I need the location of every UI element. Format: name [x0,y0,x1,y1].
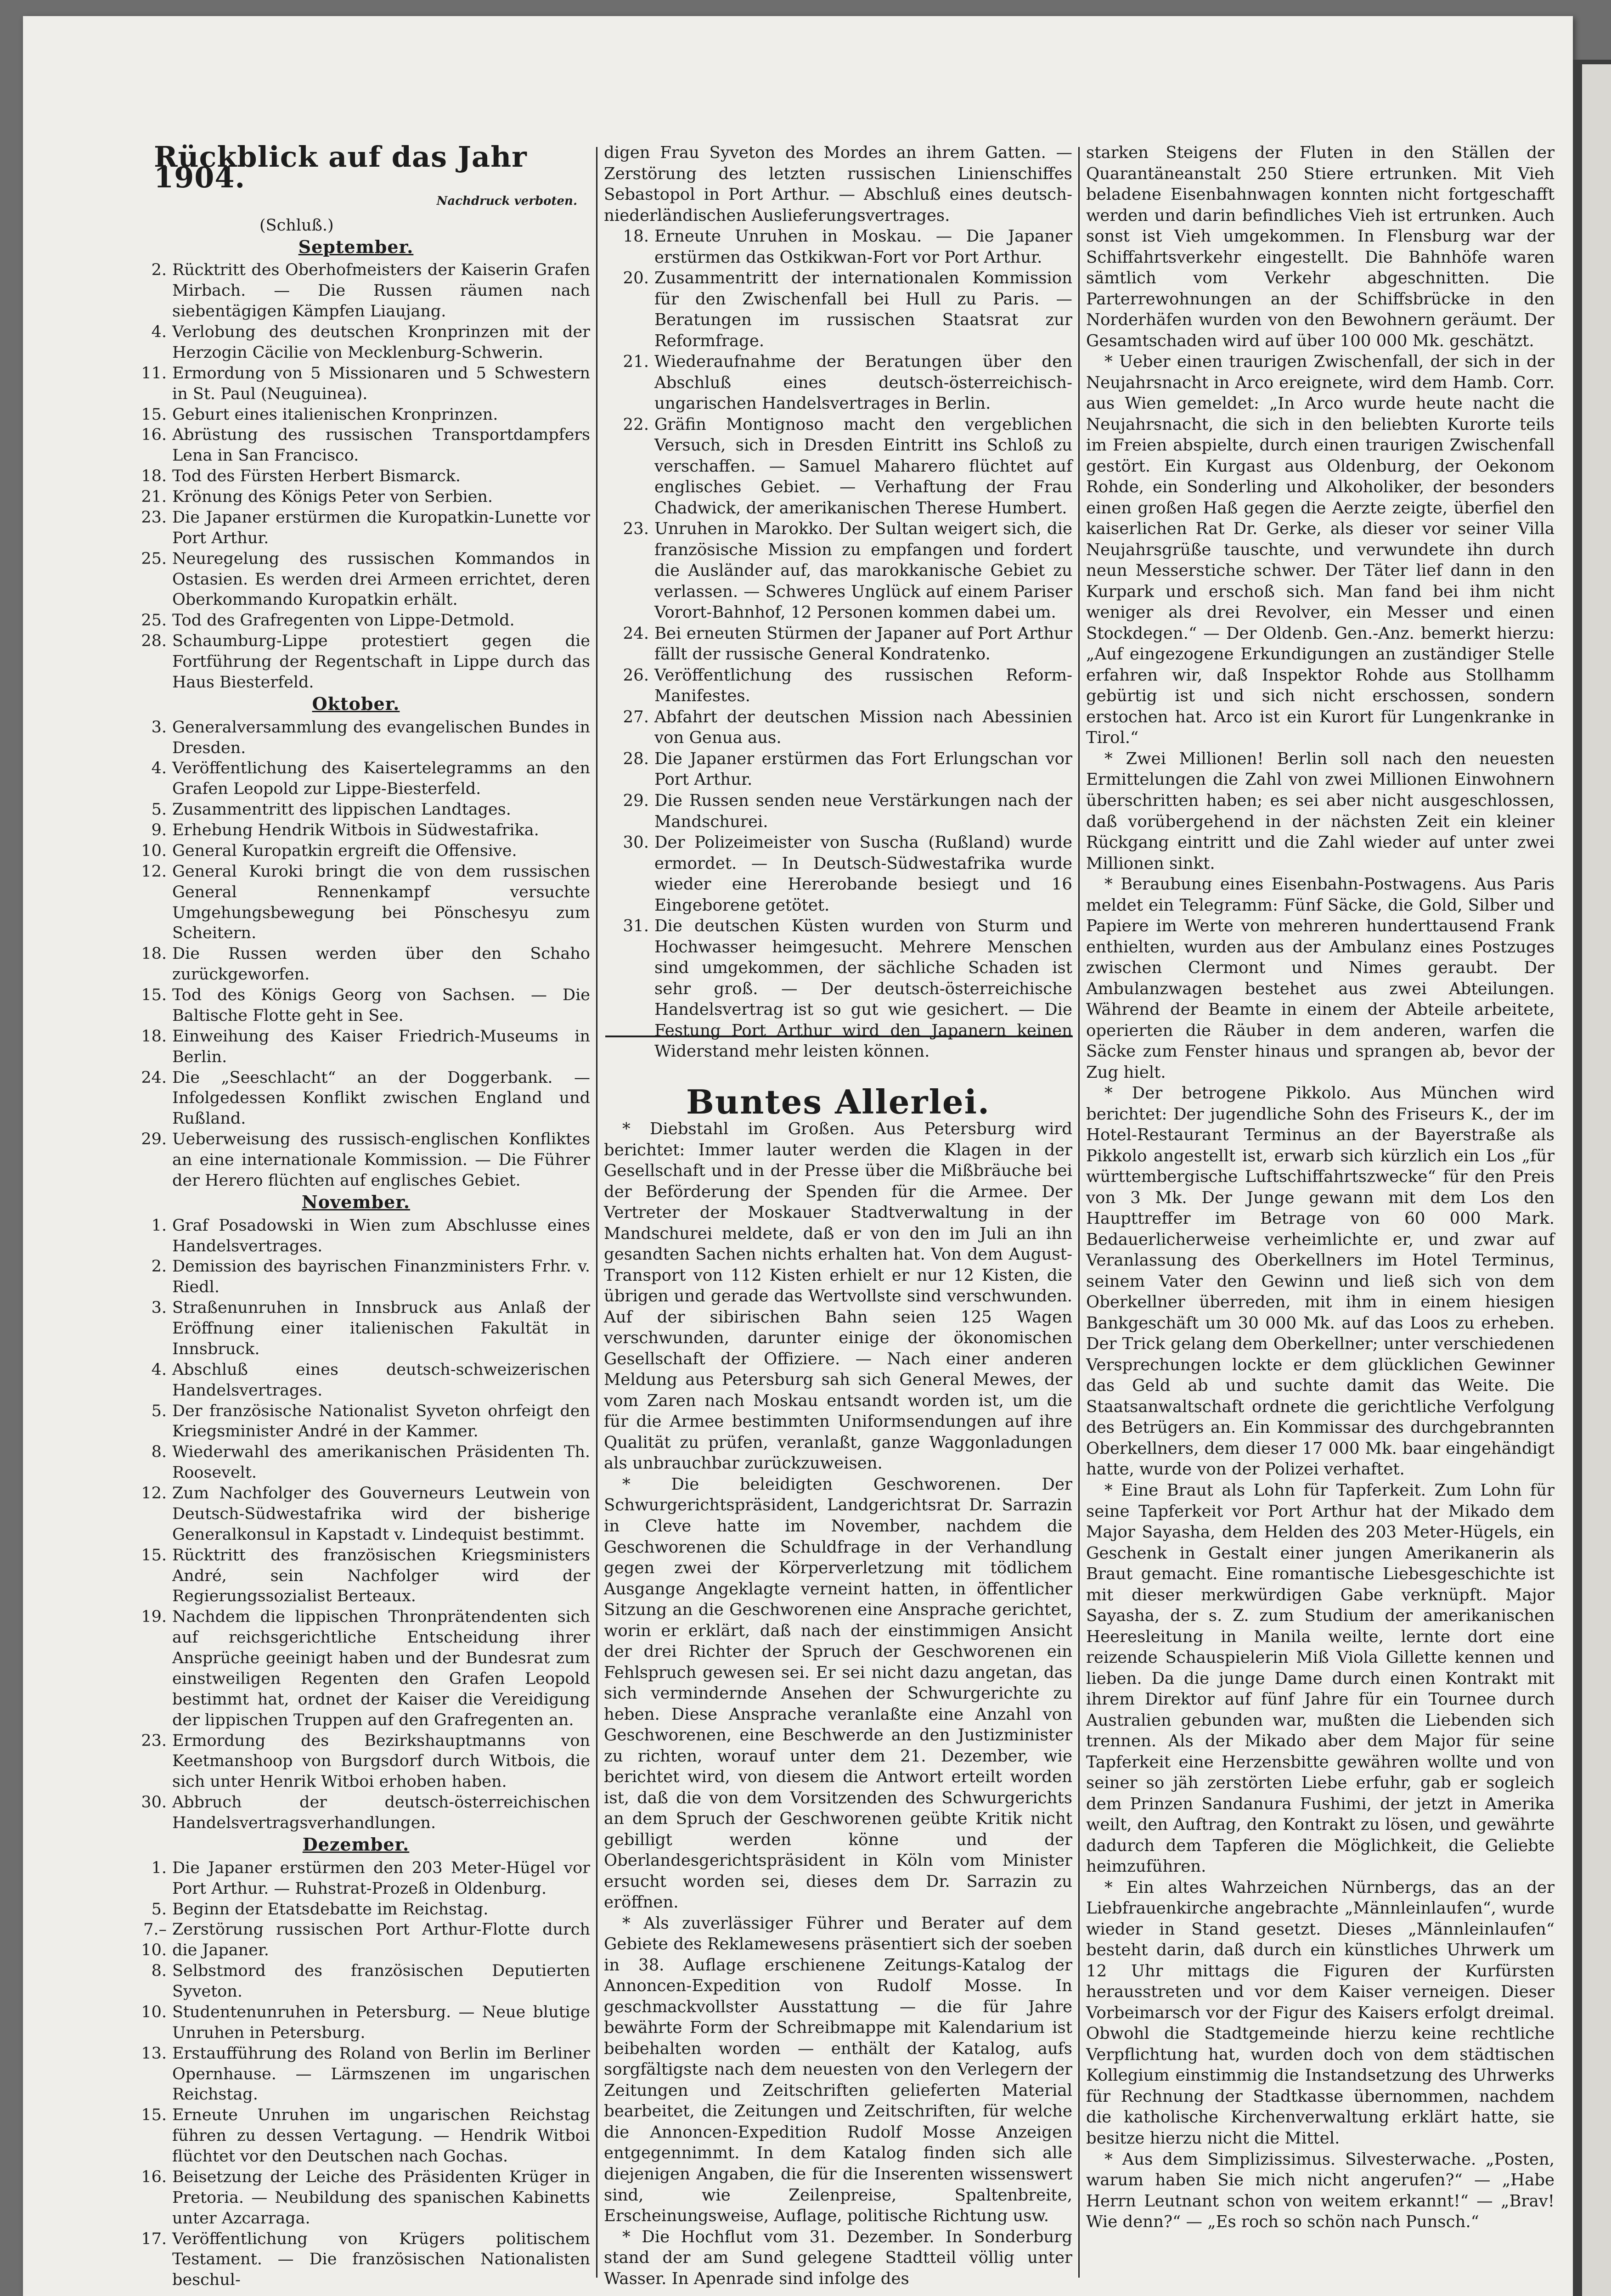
entry-text: Straßenunruhen in Innsbruck aus Anlaß der Eröffnung einer italienischen Fakultät in Innsbruck. [172,1299,590,1358]
entry-date: 10. [141,2003,167,2021]
chronicle-entry [122,2043,590,2105]
entry-date: 1. [151,1858,167,1877]
section-heading-buntes-allerlei: Buntes Allerlei. [686,1082,991,1121]
entry-date: 24. [141,1068,167,1087]
news-item: * Beraubung eines Eisenbahn-Postwagens. Aus Paris meldet ein Telegramm: Fünf Säcke, die Gold, Silber und Papiere im Werte von mehreren hunderttausend Frank enthielten, wurden aus der Ambulanz eines Postzuges zwischen Clermont und Nimes geraubt. Der Ambulanzwagen bestehet aus zwei Abteilungen. Während der Beamte in einem der Abteile arbeitete, operierten die Räuber in dem anderen, warfen die Säcke zum Fenster hinaus und sprangen ab, bevor der Zug hielt. [1086,875,1555,1082]
chronicle-entry [122,1792,590,1834]
chronicle-sections [122,237,590,2291]
entry-date: 1. [151,1216,167,1235]
chronicle-entry [604,748,1072,790]
entry-date: 30. [623,833,649,852]
chronicle-entry [122,1360,590,1401]
chronicle-continuation: digen Frau Syveton des Mordes an ihrem Gatten. — Zerstörung des letzten russischen Linienschiffes Sebastopol in Port Arthur. — Abschluß eines deutsch-niederländischen Auslieferungsvertrages. [604,143,1072,225]
chronicle-entry [122,944,590,985]
chronicle-entry [122,2229,590,2291]
entry-date: 2. [151,1257,167,1276]
chronicle-entry [122,322,590,363]
entry-date: 15. [141,405,167,424]
entry-text: Graf Posadowski in Wien zum Abschlusse eines Handelsvertrages. [172,1216,590,1255]
month-heading: September. [298,236,414,257]
column-middle [604,142,1072,2289]
news-item: * Als zuverlässiger Führer und Berater auf dem Gebiete des Reklamewesens präsentiert sich der soeben in 38. Auflage erschienene Zeitungs-Katalog der Annoncen-Expedition von Rudolf Mosse. In geschmackvollster Ausstattung — die für Jahre bewährte Form der Schreibmappe mit Kalendarium ist beibehalten worden — enthält der Katalog, aufs sorgfältigste nach dem neuesten von den Verlegern der Zeitungen und Zeitschriften gelieferten Material bearbeitet, die Zeitungen und Zeitschriften, für welche die Annoncen-Expedition Rudolf Mosse Anzeigen entgegennimmt. In dem Katalog finden sich alle diejenigen Angaben, die für die Inserenten wissenswert sind, wie Zeilenpreise, Spaltenbreite, Erscheinungsweise, Auflage, politische Richtung usw. [604,1913,1072,2226]
chronicle-entry [122,487,590,507]
chronicle-entry [122,1483,590,1545]
entry-text: Die Russen senden neue Verstärkungen nach der Mandschurei. [654,791,1072,831]
chronicle-entry [604,351,1072,414]
entry-date: 20. [623,269,649,288]
chronicle-entry [604,414,1072,519]
chronicle-entry [122,1129,590,1191]
entry-text: Abbruch der deutsch-österreichischen Handelsvertragsverhandlungen. [172,1793,590,1832]
chronicle-entry [122,1858,590,1899]
entry-date: 4. [151,759,167,778]
entry-date: 23. [141,508,167,527]
chronicle-entry [122,1216,590,1257]
chronicle-entry [122,610,590,631]
news-item: * Diebstahl im Großen. Aus Petersburg wird berichtet: Immer lauter werden die Klagen in der Gesellschaft und in der Presse über die Mißbräuche bei der Beförderung der Spenden für die Armee. Der Vertreter der Moskauer Stadtverwaltung in der Mandschurei meldete, daß er von den im Juli an ihn gesandten Sachen nichts erhalten hat. Von dem August-Transport von 112 Kisten erhielt er nur 12 Kisten, die übrigen und gerade das Wertvollste sind verschwunden. Auf der sibirischen Bahn seien 125 Wagen verschwunden, darunter einige der ökonomischen Gesellschaft der Offiziere. — Nach einer anderen Meldung aus Petersburg sah sich General Mewes, der vom Zaren nach Moskau entsandt worden ist, um die für die Armee bestimmten Uniformsendungen auf ihre Qualität zu prüfen, veranlaßt, ganze Waggonladungen als unbrauchbar zurückzuweisen. [604,1120,1072,1473]
chronicle-entry [604,518,1072,623]
entry-text: Erneute Unruhen in Moskau. — Die Japaner erstürmen das Ostkikwan-Fort vor Port Arthur. [654,227,1072,267]
news-items-right [1086,142,1555,2233]
entry-date: 8. [151,1443,167,1462]
month-heading: November. [301,1191,411,1212]
news-item: * Zwei Millionen! Berlin soll nach den neuesten Ermittelungen die Zahl von zwei Millionen Einwohnern überschritten haben; es sei aber nicht ausgeschlossen, daß vorübergehend in der nächsten Zeit ein kleiner Rückgang eintritt und die Zahl wieder auf unter zwei Millionen sinkt. [1086,749,1555,873]
column-right [1086,142,1555,2233]
entry-date: 31. [623,917,649,936]
entry-text: Der französische Nationalist Syveton ohrfeigt den Kriegsminister André in der Kammer. [172,1401,590,1441]
entry-text: Wiederwahl des amerikanischen Präsidenten Th. Roosevelt. [172,1443,590,1482]
reprint-notice: Nachdruck verboten. [436,194,577,208]
entry-date: 26. [623,665,649,685]
entry-date: 9. [151,821,167,839]
chronicle-entry [604,707,1072,748]
entry-text: Veröffentlichung von Krügers politischem Testament. — Die französischen Nationalisten beschul- [172,2229,590,2290]
entry-text: Rücktritt des Oberhofmeisters der Kaiserin Grafen Mirbach. — Die Russen räumen nach siebentägigen Kämpfen Liaujang. [172,261,590,321]
chronicle-entry [122,1298,590,1360]
chronicle-entry [122,425,590,466]
chronicle-entry [122,2002,590,2043]
chronicle-entry [604,226,1072,268]
chronicle-entry [122,717,590,759]
entry-text: Beisetzung der Leiche des Präsidenten Krüger in Pretoria. — Neubildung des spanischen Kabinetts unter Azcarraga. [172,2167,590,2228]
chronicle-entry [122,363,590,405]
article-title: Rückblick auf das Jahr 1904. [154,140,527,194]
entry-text: Abschluß eines deutsch-schweizerischen Handelsvertrages. [172,1360,590,1400]
chronicle-entry [122,1256,590,1298]
adjacent-page-edge [1582,64,1611,2296]
chronicle-entry [122,260,590,322]
chronicle-entry [122,2167,590,2229]
entry-text: General Kuroki bringt die von dem russischen General Rennenkampf versuchte Umgehungsbewegung bei Pönschesyu zum Scheitern. [172,862,590,943]
entry-date: 10. [141,841,167,860]
entry-text: Erneute Unruhen im ungarischen Reichstag führen zu dessen Vertagung. — Hendrik Witboi flüchtet vor den Deutschen nach Gochas. [172,2106,590,2166]
entry-date: 22. [623,415,649,434]
entry-date: 25. [141,611,167,630]
entry-text: Unruhen in Marokko. Der Sultan weigert sich, die französische Mission zu empfangen und fordert die Ausländer auf, das marokkanische Gebiet zu verlassen. — Schweres Unglück auf einem Pariser Vorort-Bahnhof, 12 Personen kommen dabei um. [654,519,1072,622]
chronicle-entry [604,268,1072,351]
entry-text: Zum Nachfolger des Gouverneurs Leutwein von Deutsch-Südwestafrika wird der bisherige Generalkonsul in Kapstadt v. Lindequist bestimmt. [172,1484,590,1544]
entry-text: Schaumburg-Lippe protestiert gegen die Fortführung der Regentschaft in Lippe durch das Haus Biesterfeld. [172,632,590,692]
entry-text: Veröffentlichung des russischen Reform-Manifestes. [654,665,1072,706]
entry-text: Tod des Grafregenten von Lippe-Detmold. [172,611,515,630]
entry-text: Zusammentritt der internationalen Kommission für den Zwischenfall bei Hull zu Paris. — Beratungen im russischen Staatsrat zur Reformfrage. [654,269,1072,350]
news-item: starken Steigens der Fluten in den Ställen der Quarantäneanstalt 250 Stiere ertrunken. Mit Vieh beladene Eisenbahnwagen konnten nicht fortgeschafft werden und darin befindliches Vieh ist ertrunken. Auch sonst ist Vieh umgekommen. In Flensburg war der Schiffahrtsverkehr eingestellt. Die Bahnhöfe waren sämtlich vom Verkehr abgeschnitten. Die Parterrewohnungen an der Schiffsbrücke in den Norderhäfen wurden von den Bewohnern geräumt. Der Gesamtschaden wird auf über 100 000 Mk. geschätzt. [1086,143,1555,350]
entry-text: Generalversammlung des evangelischen Bundes in Dresden. [172,718,590,757]
entry-date: 25. [141,549,167,568]
entry-text: Selbstmord des französischen Deputierten Syveton. [172,1962,590,2001]
entry-text: Studentenunruhen in Petersburg. — Neue blutige Unruhen in Petersburg. [172,2003,590,2042]
entry-text: Erhebung Hendrik Witbois in Südwestafrika. [172,821,539,839]
entry-text: Die „Seeschlacht“ an der Doggerbank. — Infolgedessen Konflikt zwischen England und Rußland. [172,1068,590,1128]
news-item: * Ueber einen traurigen Zwischenfall, der sich in der Neujahrsnacht in Arco ereignete, wird dem Hamb. Corr. aus Wien gemeldet: „In Arco wurde heute nacht die Neujahrsnacht, die sich in den beliebten Kurorte teils im Freien abspielte, durch einen traurigen Zwischenfall gestört. Ein Kurgast aus Oldenburg, der Oekonom Rohde, ein Sonderling und Alkoholiker, der besonders einen großen Haß gegen die Aerzte zeigte, überfiel den kaiserlichen Rat Dr. Gerke, als dieser vor seiner Villa Neujahrsgrüße tauschte, und verwundete ihn durch neun Messerstiche schwer. Der Täter lief dann in den Kurpark und erschoß sich. Man fand bei ihm nicht weniger als drei Revolver, ein Messer und einen Stockdegen.“ — Der Oldenb. Gen.-Anz. bemerkt hierzu: „Auf eingezogene Erkundigungen an zuständiger Stelle erfahren wir, daß Inspektor Rohde aus Stollhamm gebürtig ist und sich nicht erschossen, sondern erstochen hat. Arco ist ein Kurort für Lungenkranke in Tirol.“ [1086,352,1555,748]
chronicle-entries-cont [604,226,1072,1062]
entry-date: 29. [141,1130,167,1149]
news-items-middle [604,1119,1072,2289]
chronicle-entry [122,2105,590,2167]
entry-text: Demission des bayrischen Finanzministers Frhr. v. Riedl. [172,1257,590,1297]
entry-date: 30. [141,1793,167,1812]
entry-date: 4. [151,323,167,341]
news-item: * Eine Braut als Lohn für Tapferkeit. Zum Lohn für seine Tapferkeit vor Port Arthur hat der Mikado dem Major Sayasha, dem Helden des 203 Meter-Hügels, ein Geschenk in Gestalt einer jungen Amerikanerin als Braut gemacht. Eine romantische Liebesgeschichte ist mit dieser merkwürdigen Gabe verknüpft. Major Sayasha, der s. Z. zum Studium der amerikanischen Heeresleitung in Manila weilte, lernte dort eine reizende Schauspielerin Miß Viola Gillette kennen und lieben. Da die junge Dame durch einen Kontrakt mit ihrem Direktor auf fünf Jahre für ein Tournee durch Australien gebunden war, mußten die Liebenden sich trennen. Als der Mikado aber dem Major für seine Tapferkeit eine Herzensbitte gewähren wollte und von seiner so jäh zerstörten Liebe erfuhr, gab er sogleich dem Prinzen Sandanura Fushimi, der jetzt in Amerika weilt, den Auftrag, den Kontrakt zu lösen, und gewährte dadurch dem Tapferen die Möglichkeit, die Geliebte heimzuführen. [1086,1481,1555,1876]
chronicle-entry [122,1899,590,1920]
entry-text: Wiederaufnahme der Beratungen über den Abschluß eines deutsch-österreichisch-ungarischen Handelsvertrages in Berlin. [654,352,1072,413]
entry-date: 23. [623,519,649,539]
entry-date: 18. [141,1027,167,1046]
entry-text: Beginn der Etatsdebatte im Reichstag. [172,1900,489,1919]
chronicle-entry [122,631,590,693]
entry-date: 18. [141,945,167,963]
chronicle-entry [122,507,590,549]
column-left [122,142,590,2290]
entry-text: Ueberweisung des russisch-englischen Konfliktes an eine internationale Kommission. — Die Führer der Herero flüchten auf englisches Gebiet. [172,1130,590,1190]
entry-text: Veröffentlichung des Kaisertelegramms an den Grafen Leopold zur Lippe-Biesterfeld. [172,759,590,799]
chronicle-entry [604,832,1072,916]
chronicle-entry [122,1607,590,1730]
entry-date: 28. [623,749,649,768]
entry-date: 16. [141,2167,167,2186]
news-item: * Ein altes Wahrzeichen Nürnbergs, das an der Liebfrauenkirche angebrachte „Männleinlaufen“, wurde wieder in Stand gesetzt. Dieses „Männleinlaufen“ besteht darin, daß durch ein künstliches Uhrwerk um 12 Uhr mittags die Figuren der Kurfürsten herausstreten und vor dem Kaiser verneigen. Dieser Vorbeimarsch vor der Figur des Kaisers erfolgt dreimal. Obwohl die Stadtgemeinde hierzu keine rechtliche Verpflichtung hat, wurden doch von dem städtischen Kollegium einstimmig die Instandsetzung des Uhrwerks für Rechnung der Stadtkasse übernommen, nachdem die katholische Kirchenverwaltung erklärt hatte, sie besitze hierzu nicht die Mittel. [1086,1878,1555,2148]
entry-date: 2. [151,261,167,280]
chronicle-entry [604,665,1072,707]
chronicle-entry [122,405,590,425]
entry-text: Bei erneuten Stürmen der Japaner auf Port Arthur fällt der russische General Kondratenko. [654,624,1072,664]
chronicle-entry [122,841,590,861]
entry-text: Krönung des Königs Peter von Serbien. [172,488,493,506]
entry-date: 18. [141,467,167,486]
chronicle-entry [122,1401,590,1442]
entry-text: Abfahrt der deutschen Mission nach Abessinien von Genua aus. [654,707,1072,748]
entry-text: Tod des Fürsten Herbert Bismarck. [172,467,461,486]
chronicle-entry [122,1919,590,1961]
entry-date: 18. [623,227,649,246]
chronicle-entry [122,820,590,841]
entry-date: 12. [141,862,167,881]
entry-text: Abrüstung des russischen Transportdampfers Lena in San Francisco. [172,426,590,465]
entry-date: 21. [141,488,167,506]
column-divider-1 [596,147,597,2278]
entry-text: Ermordung des Bezirkshauptmanns von Keetmanshoop von Burgsdorf durch Witbois, die sich unter Henrik Witboi erhoben haben. [172,1731,590,1791]
entry-text: Einweihung des Kaiser Friedrich-Museums in Berlin. [172,1027,590,1066]
entry-date: 7.–10. [141,1920,167,1960]
chronicle-entry [604,916,1072,1062]
entry-text: Ermordung von 5 Missionaren und 5 Schwestern in St. Paul (Neuguinea). [172,364,590,403]
entry-text: Neuregelung des russischen Kommandos in Ostasien. Es werden drei Armeen errichtet, deren Oberkommando Kuropatkin erhält. [172,549,590,609]
chronicle-entry [122,1961,590,2002]
entry-text: Die Japaner erstürmen die Kuropatkin-Lunette vor Port Arthur. [172,508,590,547]
entry-text: Die deutschen Küsten wurden von Sturm und Hochwasser heimgesucht. Mehrere Menschen sind umgekommen, der sächliche Schaden ist sehr groß. — Der deutsch-österreichische Handelsvertrag ist so gut wie gesichert. — Die Festung Port Arthur wird den Japanern keinen Widerstand mehr leisten können. [654,917,1072,1061]
chronicle-entry [122,549,590,611]
entry-date: 5. [151,800,167,819]
chronicle-entry [604,790,1072,832]
entry-date: 8. [151,1962,167,1981]
chronicle-entry [122,1442,590,1483]
chronicle-entry [122,1068,590,1130]
conclusion-note: (Schluß.) [259,216,334,235]
entry-date: 29. [623,791,649,810]
entry-date: 5. [151,1401,167,1420]
entry-date: 16. [141,426,167,445]
entry-text: Zerstörung russischen Port Arthur-Flotte durch die Japaner. [172,1920,590,1960]
entry-date: 15. [141,986,167,1004]
entry-text: Die Japaner erstürmen das Fort Erlungschan vor Port Arthur. [654,749,1072,789]
entry-date: 21. [623,352,649,371]
entry-text: Gräfin Montignoso macht den vergeblichen Versuch, sich in Dresden Eintritt ins Schloß zu verschaffen. — Samuel Maharero flüchtet auf englisches Gebiet. — Verhaftung der Frau Chadwick, der amerikanischen Therese Humbert. [654,415,1072,518]
chronicle-entry [122,758,590,799]
entry-date: 11. [141,364,167,383]
entry-date: 23. [141,1731,167,1750]
chronicle-entry [122,861,590,944]
entry-date: 24. [623,624,649,643]
month-heading: Dezember. [302,1834,410,1855]
entry-text: Nachdem die lippischen Thronprätendenten sich auf reichsgerichtliche Entscheidung ihrer Ansprüche geeinigt haben und der Bundesrat zum einstweiligen Regenten den Grafen Leopold bestimmt hat, ordnet der Kaiser die Vereidigung der lippischen Truppen auf den Grafregenten an. [172,1608,590,1729]
entry-text: Tod des Königs Georg von Sachsen. — Die Baltische Flotte geht in See. [172,986,590,1025]
chronicle-entry [122,1731,590,1793]
entry-date: 13. [141,2044,167,2063]
entry-text: Die Russen werden über den Schaho zurückgeworfen. [172,945,590,984]
column-divider-2 [1078,147,1080,2278]
entry-date: 19. [141,1608,167,1626]
entry-date: 12. [141,1484,167,1503]
entry-date: 4. [151,1360,167,1379]
chronicle-entry [122,466,590,487]
entry-text: Die Japaner erstürmen den 203 Meter-Hügel vor Port Arthur. — Ruhstrat-Prozeß in Oldenburg. [172,1858,590,1898]
entry-text: Erstaufführung des Roland von Berlin im Berliner Opernhause. — Lärmszenen im ungarischen Reichstag. [172,2044,590,2104]
news-item: * Die Hochflut vom 31. Dezember. In Sonderburg stand der am Sund gelegene Stadtteil völlig unter Wasser. In Apenrade sind infolge des [604,2227,1072,2288]
entry-text: Verlobung des deutschen Kronprinzen mit der Herzogin Cäcilie von Mecklenburg-Schwerin. [172,323,590,362]
entry-text: Rücktritt des französischen Kriegsministers André, sein Nachfolger wird der Regierungssozialist Berteaux. [172,1546,590,1606]
entry-text: Der Polizeimeister von Suscha (Rußland) wurde ermordet. — In Deutsch-Südwestafrika wurde wieder eine Hererobande besiegt und 16 Eingeborene getötet. [654,833,1072,915]
entry-date: 15. [141,1546,167,1564]
entry-date: 27. [623,707,649,726]
chronicle-entry [122,1026,590,1068]
chronicle-entry [604,623,1072,665]
chronicle-entry [122,985,590,1026]
entry-date: 17. [141,2229,167,2248]
entry-text: General Kuropatkin ergreift die Offensive. [172,841,517,860]
chronicle-entry [122,1545,590,1607]
news-item: * Der betrogene Pikkolo. Aus München wird berichtet: Der jugendliche Sohn des Friseurs K., der im Hotel-Restaurant Terminus an der Bayerstraße als Pikkolo angestellt ist, erwarb sich kürzlich ein Los „für württembergische Luftschiffahrtszwecke“ für den Preis von 3 Mk. Der Junge gewann mit dem Los den Haupttreffer im Betrage von 60 000 Mark. Bedauerlicherweise verheimlichte er, und zwar auf Veranlassung des Oberkellners im Hotel Terminus, seinem Vater den Gewinn und ließ sich von dem Oberkellner überreden, mit ihm in einem hiesigen Bankgeschäft um 30 000 Mk. auf das Loos zu erheben. Der Trick gelang dem Oberkellner; unter verschiedenen Versprechungen lockte er dem glücklichen Gewinner das Geld ab und suchte damit das Weite. Die Staatsanwaltschaft ordnete die gerichtliche Verfolgung des Betrügers an. Ein Kommissar des durchgebrannten Oberkellners, dem dieser 17 000 Mk. baar eingehändigt hatte, wurde von der Polizei verhaftet. [1086,1084,1555,1479]
news-item: * Aus dem Simplizissimus. Silvesterwache. „Posten, warum haben Sie mich nicht angerufen?“ — „Habe Herrn Leutnant schon von weitem erkannt!“ — „Brav! Wie denn?“ — „Es roch so schön nach Punsch.“ [1086,2150,1555,2232]
news-item: * Die beleidigten Geschworenen. Der Schwurgerichtspräsident, Landgerichtsrat Dr. Sarrazin in Cleve hatte im November, nachdem die Geschworenen die Schuldfrage in der Verhandlung gegen zwei der Körperverletzung mit tödlichem Ausgange Angeklagte verneint hatten, in öffentlicher Sitzung an die Geschworenen eine Ansprache gerichtet, worin er erklärt, daß nach der einstimmigen Ansicht der drei Richter der Spruch der Geschworenen ein Fehlspruch gewesen sei. Er sei nicht dazu angetan, das sich vermindernde Ansehen der Schwurgerichte zu heben. Diese Ansprache veranlaßte eine Anzahl von Geschworenen, eine Beschwerde an den Justizminister zu richten, worauf unter dem 21. Dezember, wie berichtet wird, von diesem die Antwort erteilt worden ist, daß die von dem Vorsitzenden des Schwurgerichts an dem Spruch der Geschworenen geübte Kritik nicht gebilligt werden könne und der Oberlandesgerichtspräsident in Köln vom Minister ersucht worden sei, dieses dem Dr. Sarrazin zu eröffnen. [604,1474,1072,1912]
entry-date: 28. [141,632,167,651]
entry-date: 15. [141,2106,167,2125]
entry-date: 3. [151,1299,167,1317]
entry-text: Geburt eines italienischen Kronprinzen. [172,405,498,424]
entry-text: Zusammentritt des lippischen Landtages. [172,800,511,819]
entry-date: 5. [151,1900,167,1919]
month-heading: Oktober. [312,693,400,714]
chronicle-entry [122,799,590,820]
entry-date: 3. [151,718,167,737]
